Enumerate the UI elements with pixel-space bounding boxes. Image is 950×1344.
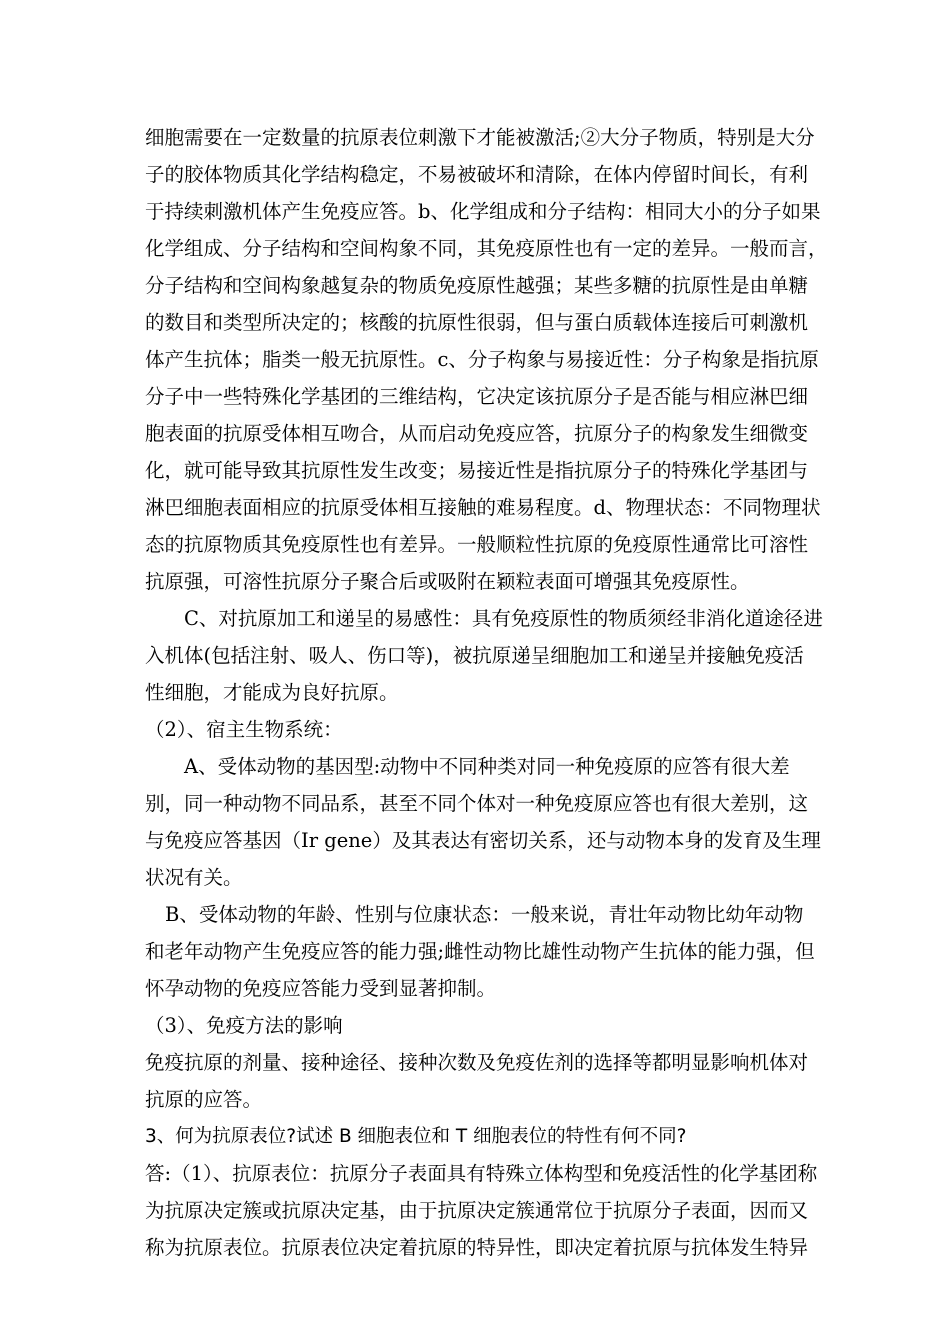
text-line: 态的抗原物质其免疫原性也有差异。一般顺粒性抗原的免疫原性通常比可溶性 bbox=[145, 533, 809, 556]
text-line: B、受体动物的年龄、性别与位康状态：一般来说，青壮年动物比幼年动物 bbox=[165, 903, 804, 926]
text-line: 的数目和类型所决定的；核酸的抗原性很弱，但与蛋白质载体连接后可刺激机 bbox=[145, 311, 809, 334]
text-line: （3）、免疫方法的影响 bbox=[145, 1014, 343, 1037]
text-line: 为抗原决定簇或抗原决定基，由于抗原决定簇通常位于抗原分子表面，因而又 bbox=[145, 1199, 809, 1222]
text-line: 怀孕动物的免疫应答能力受到显著抑制。 bbox=[145, 977, 497, 1000]
text-line: 别，同一种动物不同品系，甚至不同个体对一种免疫原应答也有很大差别，这 bbox=[145, 792, 809, 815]
text-line: 入机体(包括注射、吸人、伤口等)，被抗原递呈细胞加工和递呈并接触免疫活 bbox=[145, 644, 804, 667]
text-line: 称为抗原表位。抗原表位决定着抗原的特异性，即决定着抗原与抗体发生特异 bbox=[145, 1236, 809, 1259]
text-line: 性细胞，才能成为良好抗原。 bbox=[145, 681, 399, 704]
text-line: 分子中一些特殊化学基团的三维结构，它决定该抗原分子是否能与相应淋巴细 bbox=[145, 385, 809, 408]
body-text bbox=[145, 119, 835, 1266]
text-line: 胞表面的抗原受体相互吻合，从而启动免疫应答，抗原分子的构象发生细微变 bbox=[145, 422, 809, 445]
text-line: 状况有关。 bbox=[145, 866, 243, 889]
text-line: 免疫抗原的剂量、接种途径、接种次数及免疫佐剂的选择等都明显影响机体对 bbox=[145, 1051, 809, 1074]
text-line: 体产生抗体；脂类一般无抗原性。c、分子构象与易接近性：分子构象是指抗原 bbox=[145, 348, 819, 371]
text-line: 答:（1）、抗原表位：抗原分子表面具有特殊立体构型和免疫活性的化学基团称 bbox=[145, 1162, 818, 1185]
text-line: 抗原的应答。 bbox=[145, 1088, 263, 1111]
question-heading: 3、何为抗原表位?试述 B 细胞表位和 T 细胞表位的特性有何不同? bbox=[145, 1126, 687, 1147]
text-line: 于持续刺激机体产生免疫应答。b、化学组成和分子结构：相同大小的分子如果 bbox=[145, 200, 821, 223]
text-line: 与免疫应答基因（Ir gene）及其表达有密切关系，还与动物本身的发育及生理 bbox=[145, 829, 821, 852]
text-line: 分子结构和空间构象越复杂的物质免疫原性越强；某些多糖的抗原性是由单糖 bbox=[145, 274, 809, 297]
text-line: 和老年动物产生免疫应答的能力强;雌性动物比雄性动物产生抗体的能力强，但 bbox=[145, 940, 815, 963]
text-line: C、对抗原加工和递呈的易感性：具有免疫原性的物质须经非消化道途径进 bbox=[184, 607, 823, 630]
text-line: 淋巴细胞表面相应的抗原受体相互接触的难易程度。d、物理状态：不同物理状 bbox=[145, 496, 821, 519]
text-line: （2）、宿主生物系统： bbox=[145, 718, 343, 741]
text-line: 化学组成、分子结构和空间构象不同，其免疫原性也有一定的差异。一般而言， bbox=[145, 237, 828, 260]
text-line: 化，就可能导致其抗原性发生改变；易接近性是指抗原分子的特殊化学基团与 bbox=[145, 459, 809, 482]
text-line: 抗原强，可溶性抗原分子聚合后或吸附在颖粒表面可增强其免疫原性。 bbox=[145, 570, 750, 593]
text-line: 子的胶体物质其化学结构稳定，不易被破坏和清除，在体内停留时间长，有利 bbox=[145, 163, 809, 186]
text-line: A、受体动物的基因型:动物中不同种类对同一种免疫原的应答有很大差 bbox=[184, 755, 790, 778]
text-line: 细胞需要在一定数量的抗原表位刺激下才能被激活;②大分子物质，特别是大分 bbox=[145, 126, 815, 149]
